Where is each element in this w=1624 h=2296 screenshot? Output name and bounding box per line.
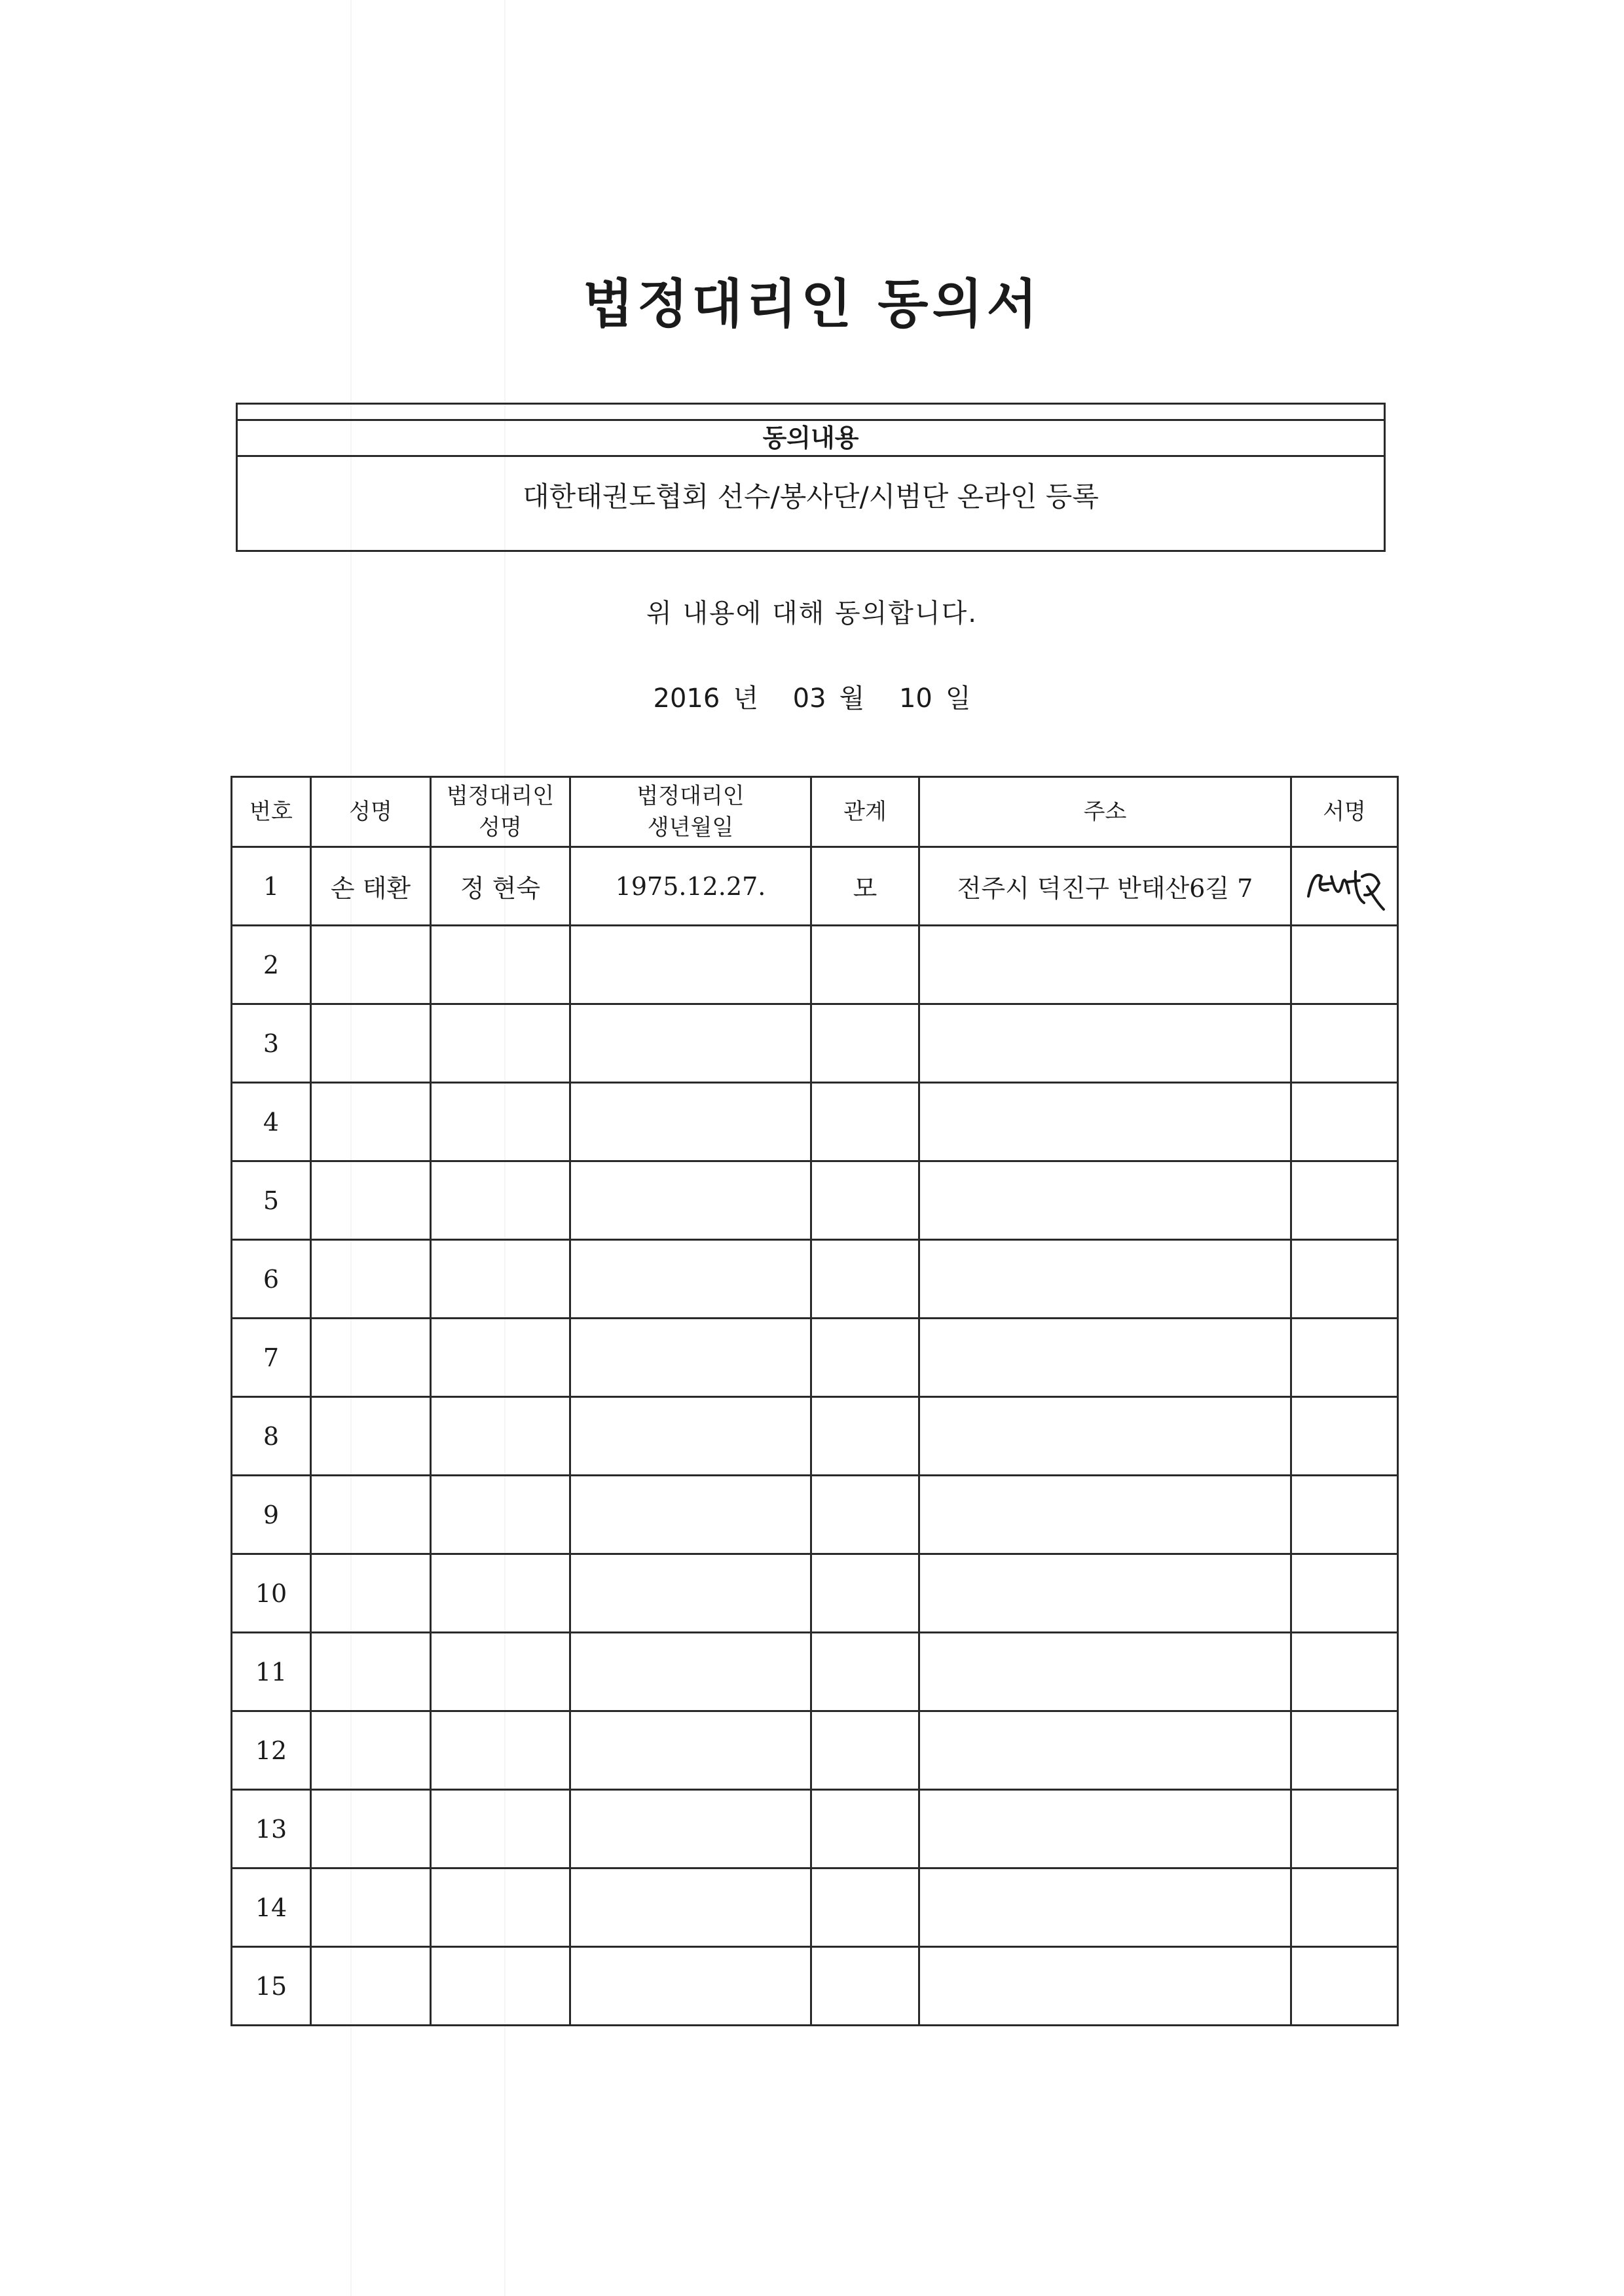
consent-body: 대한태권도협회 선수/봉사단/시범단 온라인 등록 [523,481,1099,513]
table-row [232,1240,1398,1319]
cell-name: 손 태환 [311,847,431,926]
cell-guardian-name [431,1711,570,1790]
cell-no: 7 [232,1319,311,1397]
header-guardian-birth [570,777,811,847]
table-row [232,1947,1398,2026]
cell-no: 12 [232,1711,311,1790]
cell-address [919,1004,1291,1083]
cell-guardian-birth [570,1083,811,1161]
agree-statement: 위 내용에 대해 동의합니다. [646,598,978,629]
cell-guardian-name [431,1161,570,1240]
cell-relation [811,1947,919,2026]
cell-address: 전주시 덕진구 반태산6길 7 [919,847,1291,926]
table-row [232,1161,1398,1240]
cell-relation [811,1083,919,1161]
cell-no: 10 [232,1554,311,1633]
cell-guardian-birth [570,1633,811,1711]
guardian-table-wrap [231,776,1383,2026]
cell-signature [1291,1554,1398,1633]
cell-relation [811,1004,919,1083]
cell-signature [1291,1868,1398,1947]
cell-no: 3 [232,1004,311,1083]
cell-address [919,1633,1291,1711]
cell-no: 4 [232,1083,311,1161]
cell-name [311,1947,431,2026]
cell-address [919,1947,1291,2026]
consent-box [236,403,1386,552]
header-guardian-birth-line2: 생년월일 [647,814,734,841]
cell-name [311,1161,431,1240]
cell-guardian-birth [570,926,811,1004]
date-line [0,678,1624,715]
header-no: 번호 [232,777,311,847]
cell-relation [811,1633,919,1711]
cell-name [311,1790,431,1868]
cell-relation [811,1711,919,1790]
table-row [232,1004,1398,1083]
cell-name [311,1083,431,1161]
header-guardian-name [431,777,570,847]
cell-address [919,926,1291,1004]
cell-name [311,1868,431,1947]
cell-guardian-name [431,1240,570,1319]
cell-signature [1291,1240,1398,1319]
cell-guardian-birth [570,1790,811,1868]
table-row [232,1476,1398,1554]
cell-signature [1291,1947,1398,2026]
date-day-unit: 일 [945,683,971,714]
table-header-row [232,777,1398,847]
cell-address [919,1161,1291,1240]
cell-guardian-name [431,1554,570,1633]
cell-guardian-name [431,1397,570,1476]
cell-relation [811,1161,919,1240]
cell-guardian-name [431,1004,570,1083]
cell-address [919,1790,1291,1868]
cell-relation [811,1397,919,1476]
cell-no: 14 [232,1868,311,1947]
cell-relation [811,1790,919,1868]
cell-address [919,1476,1291,1554]
table-row [232,1633,1398,1711]
cell-address [919,1397,1291,1476]
cell-relation [811,1476,919,1554]
cell-guardian-name [431,1633,570,1711]
cell-relation [811,1868,919,1947]
date-day: 10 [898,683,932,714]
cell-signature [1291,1397,1398,1476]
cell-signature [1291,1711,1398,1790]
cell-signature [1291,926,1398,1004]
cell-name [311,1633,431,1711]
cell-guardian-birth [570,1711,811,1790]
table-row [232,1868,1398,1947]
cell-relation: 모 [811,847,919,926]
handwritten-signature [1302,857,1387,916]
cell-guardian-birth [570,1240,811,1319]
cell-no: 1 [232,847,311,926]
table-row [232,847,1398,926]
cell-relation [811,1554,919,1633]
cell-relation [811,1319,919,1397]
document-title: 법정대리인 동의서 [582,274,1042,335]
table-row [232,926,1398,1004]
guardian-table [231,776,1399,2026]
cell-guardian-birth [570,1554,811,1633]
cell-no: 2 [232,926,311,1004]
date-year: 2016 [653,683,720,714]
cell-signature [1291,1476,1398,1554]
date-month: 03 [792,683,826,714]
cell-guardian-name [431,1868,570,1947]
cell-no: 6 [232,1240,311,1319]
cell-guardian-birth [570,1868,811,1947]
cell-no: 9 [232,1476,311,1554]
cell-name [311,1711,431,1790]
cell-address [919,1868,1291,1947]
cell-guardian-name: 정 현숙 [431,847,570,926]
table-row [232,1319,1398,1397]
cell-signature [1291,1161,1398,1240]
header-name: 성명 [311,777,431,847]
cell-guardian-birth [570,1397,811,1476]
header-relation: 관계 [811,777,919,847]
cell-signature [1291,847,1398,926]
cell-guardian-birth [570,1476,811,1554]
cell-guardian-birth [570,1319,811,1397]
cell-name [311,1476,431,1554]
cell-name [311,1319,431,1397]
cell-name [311,1240,431,1319]
date-month-unit: 월 [839,683,865,714]
cell-signature [1291,1633,1398,1711]
table-row [232,1790,1398,1868]
cell-guardian-name [431,1083,570,1161]
cell-relation [811,926,919,1004]
cell-name [311,1554,431,1633]
header-guardian-name-line2: 성명 [479,814,522,841]
cell-no: 8 [232,1397,311,1476]
header-signature: 서명 [1291,777,1398,847]
date-year-unit: 년 [733,683,758,714]
table-row [232,1397,1398,1476]
cell-guardian-birth: 1975.12.27. [570,847,811,926]
consent-header: 동의내용 [238,419,1384,457]
header-guardian-birth-line1: 법정대리인 [637,783,745,809]
cell-signature [1291,1790,1398,1868]
cell-address [919,1240,1291,1319]
cell-signature [1291,1083,1398,1161]
cell-guardian-birth [570,1004,811,1083]
cell-address [919,1554,1291,1633]
cell-name [311,926,431,1004]
cell-guardian-birth [570,1947,811,2026]
table-row [232,1711,1398,1790]
table-body [232,847,1398,2026]
header-address: 주소 [919,777,1291,847]
table-row [232,1083,1398,1161]
cell-address [919,1083,1291,1161]
cell-guardian-name [431,1319,570,1397]
cell-guardian-name [431,1476,570,1554]
cell-no: 11 [232,1633,311,1711]
cell-name [311,1004,431,1083]
table-row [232,1554,1398,1633]
cell-no: 15 [232,1947,311,2026]
cell-guardian-name [431,1790,570,1868]
cell-relation [811,1240,919,1319]
cell-no: 13 [232,1790,311,1868]
cell-guardian-birth [570,1161,811,1240]
header-guardian-name-line1: 법정대리인 [446,783,555,809]
cell-guardian-name [431,926,570,1004]
cell-address [919,1319,1291,1397]
cell-signature [1291,1319,1398,1397]
cell-name [311,1397,431,1476]
cell-signature [1291,1004,1398,1083]
cell-guardian-name [431,1947,570,2026]
cell-no: 5 [232,1161,311,1240]
cell-address [919,1711,1291,1790]
